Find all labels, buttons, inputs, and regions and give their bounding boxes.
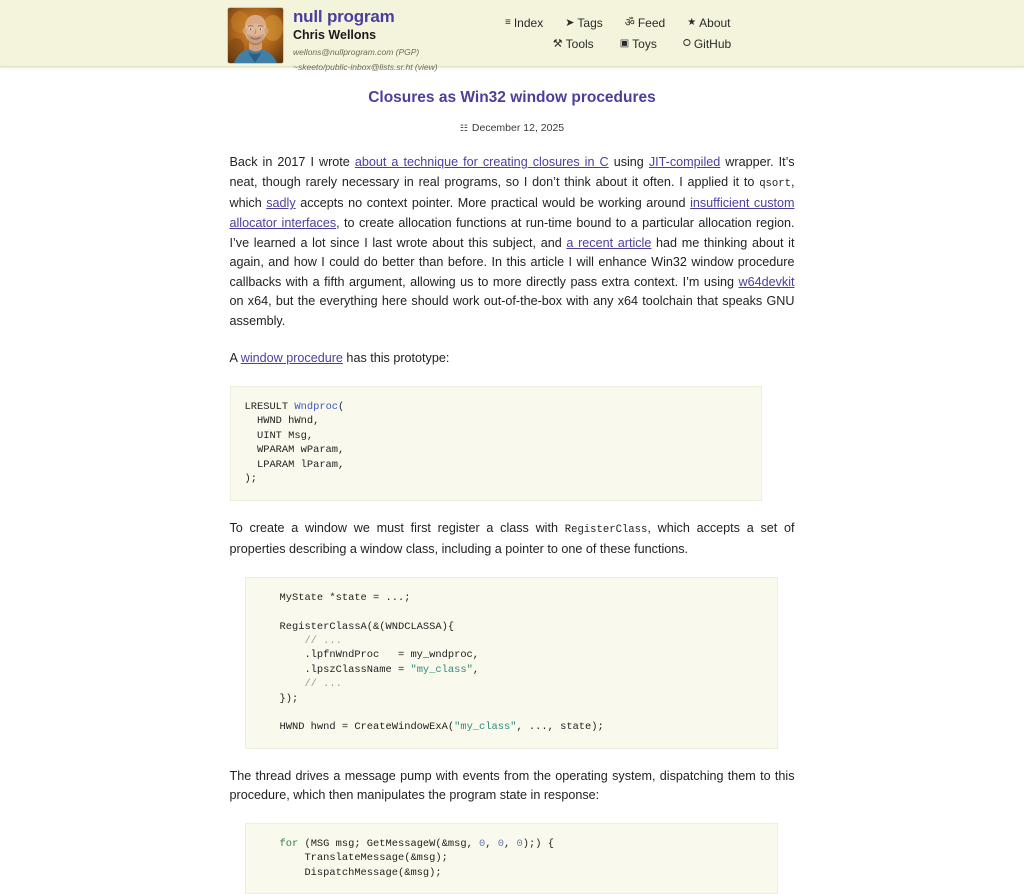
code-number: 0 xyxy=(497,837,505,850)
box-icon: ▣ xyxy=(619,38,630,49)
link-closures-in-c[interactable]: about a technique for creating closures in C xyxy=(354,155,609,170)
code-text: .lpfnWndProc = my_wndproc, xyxy=(279,649,480,662)
link-sadly[interactable]: sadly xyxy=(266,196,296,211)
code-text: HWND hWnd, xyxy=(244,415,320,428)
text-run: on x64, but the everything here should work out-of-the-box with any x64 toolchain that speaks GNU assembly. xyxy=(229,294,795,328)
text-run: To create a window we must first register a class with xyxy=(229,520,565,535)
calendar-icon: ☷ xyxy=(459,122,468,133)
code-block-wndproc-prototype xyxy=(230,386,762,500)
nav-label-index: Index xyxy=(513,16,544,30)
nav-item-index[interactable] xyxy=(505,14,543,32)
link-recent-article[interactable]: a recent article xyxy=(566,235,652,250)
code-string: "my_class" xyxy=(410,663,473,676)
paragraph-register-class xyxy=(230,519,795,560)
text-run: A xyxy=(229,351,241,366)
code-text: }); xyxy=(279,692,299,705)
avatar xyxy=(227,7,284,64)
header-inner xyxy=(227,0,797,72)
article xyxy=(230,67,795,894)
code-text: MyState *state = ...; xyxy=(279,591,411,604)
site-nav xyxy=(505,14,797,53)
site-author: Chris Wellons xyxy=(293,27,377,42)
code-text: );) { xyxy=(522,837,554,850)
text-run: wrapper. It’s neat, though rarely necessary in real programs, so I don’t think about it often. I applied it to xyxy=(229,155,795,189)
inline-code-qsort: qsort xyxy=(759,177,791,190)
wrench-icon: ⚒ xyxy=(552,37,563,50)
code-text: .lpszClassName = xyxy=(279,663,411,676)
text-run: , which accepts a set of properties describing a window class, including a pointer to one of these functions. xyxy=(229,520,795,557)
site-title[interactable]: null program xyxy=(293,7,395,26)
code-text: , xyxy=(485,837,498,850)
hamburger-icon: ≡ xyxy=(505,17,511,28)
link-jit-compiled[interactable]: JIT-compiled xyxy=(648,155,721,170)
nav-item-toys[interactable] xyxy=(620,35,657,53)
nav-item-feed[interactable] xyxy=(625,14,665,32)
tag-icon: ➤ xyxy=(565,16,575,29)
code-text: RegisterClassA(&(WNDCLASSA){ xyxy=(279,620,455,633)
code-block-register-class xyxy=(245,577,778,749)
code-text: UINT Msg, xyxy=(244,429,314,442)
text-run: , to create allocation functions at run-time bound to a particular allocation region. I’ve learned a lot since I last wrote about this subject, and xyxy=(229,215,795,250)
text-run: had me thinking about it again, and how I could do better than before. In this article I will enhance Win32 window procedure callbacks with a fifth argument, allowing us to more directly pass extra context. I’m using xyxy=(229,235,795,289)
code-text: TranslateMessage(&msg); xyxy=(279,852,448,865)
code-comment: // ... xyxy=(279,634,342,647)
nav-label-tags: Tags xyxy=(577,16,603,30)
code-text: , xyxy=(504,837,517,850)
nav-label-github: GitHub xyxy=(693,37,732,51)
code-text: , ..., state); xyxy=(516,721,604,734)
code-text: LPARAM lParam, xyxy=(244,458,345,471)
code-text: ( xyxy=(338,401,345,414)
page-title: Closures as Win32 window procedures xyxy=(368,89,656,106)
text-run: , which xyxy=(229,174,795,211)
code-text: ); xyxy=(244,473,257,486)
code-comment: // ... xyxy=(279,678,342,691)
code-number: 0 xyxy=(516,837,523,850)
paragraph-prototype-lead xyxy=(230,349,795,369)
text-run: Back in 2017 I wrote xyxy=(229,155,355,170)
post-date xyxy=(230,122,795,134)
text-run: has this prototype: xyxy=(342,351,450,366)
nav-row-secondary xyxy=(505,35,797,53)
link-window-procedure[interactable]: window procedure xyxy=(240,351,343,366)
code-number: 0 xyxy=(479,837,486,850)
code-text: WPARAM wParam, xyxy=(244,444,345,457)
site-header xyxy=(0,0,1024,72)
nav-label-about: About xyxy=(699,16,731,30)
code-block-message-pump xyxy=(245,823,778,894)
post-date-text: December 12, 2025 xyxy=(471,122,565,135)
code-string: "my_class" xyxy=(454,721,517,734)
nav-label-feed: Feed xyxy=(637,16,666,30)
code-token-function: Wndproc xyxy=(294,401,339,414)
text-run: The thread drives a message pump with events from the operating system, dispatching them to this procedure, which then manipulates the program state in response: xyxy=(229,768,795,803)
code-text: , xyxy=(472,663,480,676)
link-w64devkit[interactable]: w64devkit xyxy=(738,274,795,289)
code-keyword: for xyxy=(279,837,299,850)
link-allocator-interfaces[interactable]: insufficient custom allocator interfaces xyxy=(229,196,795,230)
nav-label-tools: Tools xyxy=(565,37,594,51)
avatar-photo xyxy=(228,8,283,63)
nav-item-about[interactable] xyxy=(687,14,730,32)
paragraph-message-pump xyxy=(230,767,795,806)
nav-label-toys: Toys xyxy=(632,37,657,51)
rss-icon: ॐ xyxy=(624,16,635,29)
nav-item-tools[interactable] xyxy=(553,35,594,53)
text-run: accepts no context pointer. More practical would be working around xyxy=(295,196,691,211)
code-text: LRESULT xyxy=(244,401,295,414)
nav-row-primary xyxy=(505,14,797,32)
site-email[interactable]: wellons@nullprogram.com (PGP) xyxy=(293,46,420,57)
nav-item-tags[interactable] xyxy=(565,14,603,32)
star-icon: ★ xyxy=(687,17,697,28)
text-run: using xyxy=(608,155,649,170)
site-mailing-list[interactable]: ~skeeto/public-inbox@lists.sr.ht (view) xyxy=(293,61,438,72)
code-text: HWND hwnd = CreateWindowExA( xyxy=(279,721,455,734)
nav-item-github[interactable] xyxy=(683,35,731,53)
code-text: (MSG msg; GetMessageW(&msg, xyxy=(298,837,480,850)
paragraph-intro xyxy=(230,153,795,331)
github-icon: ⭘ xyxy=(682,38,691,49)
inline-code-registerclass: RegisterClass xyxy=(564,523,648,536)
code-text: DispatchMessage(&msg); xyxy=(279,866,442,879)
site-identity xyxy=(293,0,438,73)
